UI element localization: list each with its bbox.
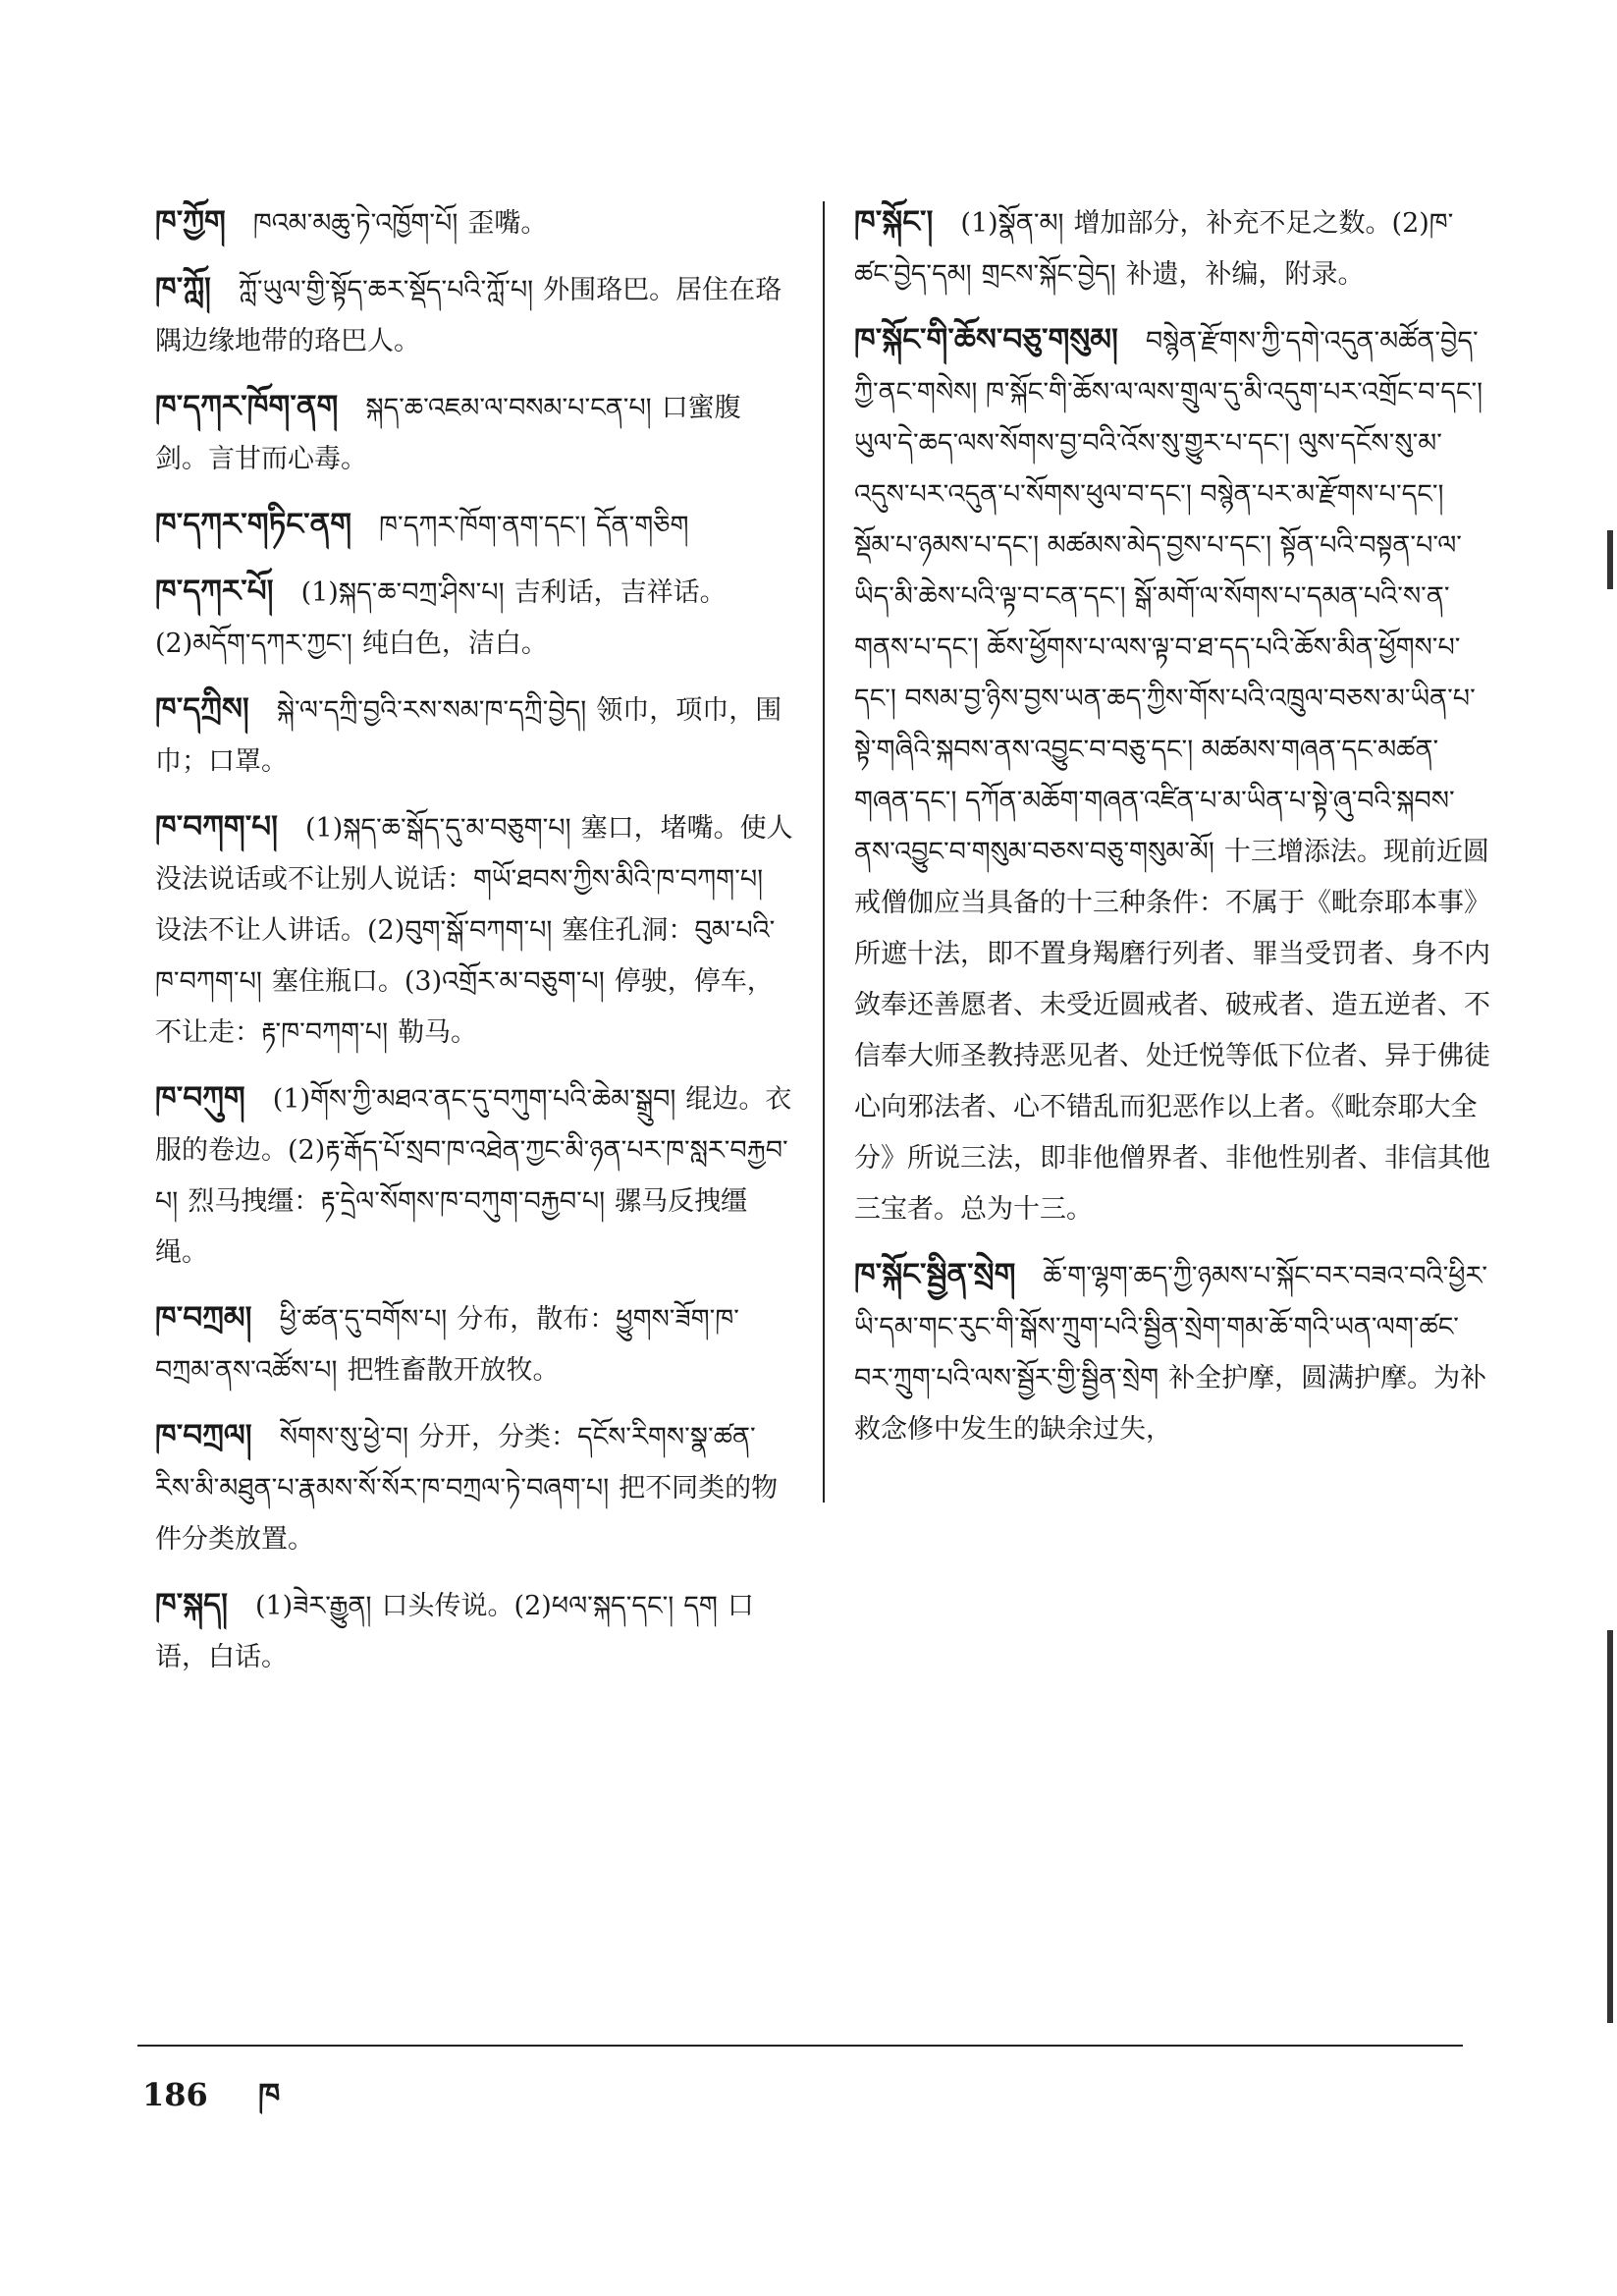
dictionary-entry: ཁ་བཀུག (1)གོས་ཀྱི་མཐའ་ནང་དུ་བཀུག་པའི་ཆེམ་སྒྲུབ། 绲边。衣服的卷边。(2)རྟ་རྒོད་པོ་སྲབ་ཁ་འཐེན་ཀྱང་མི་ཉན་པར་ཁ་སླར་བརྐྱབ་པ། 烈马拽缰：རྟ་དྲེལ་སོགས་ཁ་བཀུག་བརྐྱབ་པ། 骡马反拽缰绳。 [155,1080,792,1268]
headword: ཁ་ཀྱོག [155,204,226,240]
dictionary-entry: ཁ་སྐོང་གི་ཆོས་བཅུ་གསུམ། བསྙེན་རྫོགས་ཀྱི་དགེ་འདུན་མཚོན་བྱེད་ཀྱི་ནང་གསེས། ཁ་སྐོང་གི་ཆོས་ལ་ལས་གྲུལ་དུ་མི་འདུག་པར་འགྲོང་བ་དང་། ཡུལ་དེ་ཆད་ལས་སོགས་བྱ་བའི་འོས་སུ་གྱུར་པ་དང་། ལུས་དངོས་སུ་མ་འདུས་པར་འདུན་པ་སོགས་ཕུལ་བ་དང་། བསྙེན་པར་མ་རྫོགས་པ་དང་། སྡོམ་པ་ཉམས་པ་དང་། མཚམས་མེད་བྱས་པ་དང་། སྟོན་པའི་བསྟན་པ་ལ་ཡིད་མི་ཆེས་པའི་ལྟ་བ་ངན་དང་། སྒོ་མགོ་ལ་སོགས་པ་དམན་པའི་ས་ན་གནས་པ་དང་། ཆོས་ཕྱོགས་པ་ལས་ལྟ་བ་ཐ་དད་པའི་ཆོས་མིན་ཕྱོགས་པ་དང་། བསམ་བྱ་ཉིས་བྱས་ཡན་ཆད་ཀྱིས་གོས་པའི་འཁྲུལ་བཅས་མ་ཡིན་པ་སྟེ་གཞིའི་སྐབས་ནས་འབྱུང་བ་བཅུ་དང་། མཚམས་གཞན་དང་མཚན་གཞན་དང་། དཀོན་མཆོག་གཞན་འཛིན་པ་མ་ཡིན་པ་སྟེ་ཞུ་བའི་སྐབས་ནས་འབྱུང་བ་གསུམ་བཅས་བཅུ་གསུམ་མོ། 十三增添法。现前近圆戒僧伽应当具备的十三种条件：不属于《毗奈耶本事》所遮十法，即不置身羯磨行列者、罪当受罚者、身不内敛奉还善愿者、未受近圆戒者、破戒者、造五逆者、不信奉大师圣教持恶见者、处迁悦等低下位者、异于佛徒心向邪法者、心不错乱而犯恶作以上者。《毗奈耶大全分》所说三法，即非他僧界者、非他性别者、非信其他三宝者。总为十三。 [854,322,1490,1225]
section-letter: ཁ [257,2076,281,2113]
dictionary-entry: ཁ་སྐོང་སྦྱིན་སྲེག ཆོ་ག་ལྷག་ཆད་ཀྱི་ཉམས་པ་སྐོང་བར་བཟའ་བའི་ཕྱིར་ཡི་དམ་གང་རུང་གི་སྒོས་ཀྲུག་པའི་སྦྱིན་སྲེག་གམ་ཆོ་གའི་ཡན་ལག་ཚང་བར་ཀྲུག་པའི་ལས་སྦྱོར་གྱི་སྦྱིན་སྲེག 补全护摩，圆满护摩。为补救念修中发生的缺余过失， [854,1257,1488,1445]
dictionary-entry: ཁ་ཀྱོག ཁའམ་མཆུ་ཏེ་འཁྱོག་པོ། 歪嘴。 [155,204,548,240]
dictionary-entry: ཁ་བཀག་པ། (1)སྐད་ཆ་སྒོད་དུ་མ་བཅུག་པ། 塞口，堵嘴。使人没法说话或不让别人说话：གཡོ་ཐབས་ཀྱིས་མིའི་ཁ་བཀག་པ།设法不让人讲话。(2)བུག་སྒོ་བཀག་པ། 塞住孔洞：བུམ་པའི་ཁ་བཀག་པ། 塞住瓶口。(3)འགྲོར་མ་བཅུག་པ། 停驶，停车，不让走：རྟ་ཁ་བཀག་པ། 勒马。 [155,809,793,1048]
scan-edge-mark [1607,530,1613,589]
headword: ཁ་ཀློ། [155,271,211,306]
dictionary-entry: ཁ་དཀར་གཏིང་ནག ཁ་དཀར་ཁོག་ནག་དང་། དོན་གཅིག [155,507,689,542]
dictionary-entry: ཁ་བཀྲམ། ཕྱི་ཚན་དུ་བགོས་པ། 分布，散布：ཕྱུགས་ཟོག་ཁ་བཀྲམ་ནས་འཚོས་པ། 把牲畜散开放牧。 [155,1300,739,1386]
headword: ཁ་བཀྲམ། [155,1300,252,1336]
headword: ཁ་སྐད། [155,1587,228,1622]
dictionary-entry: ཁ་སྐད། (1)ཟེར་རྒྱུན། 口头传说。(2)ཕལ་སྐད་དང་། དག 口语，白话。 [155,1587,754,1672]
headword: ཁ་དཀར་གཏིང་ནག [155,507,352,542]
headword: ཁ་བཀྲལ། [155,1418,252,1453]
headword: ཁ་བཀག་པ། [155,809,278,845]
headword: ཁ་སྐོང་གི་ཆོས་བཅུ་གསུམ། [854,322,1118,357]
headword: ཁ་སྐོང་སྦྱིན་སྲེག [854,1257,1016,1292]
page-footer [142,2060,319,2149]
dictionary-entry: ཁ་ཀློ། ཀློ་ཡུལ་གྱི་སྟོད་ཆར་སྡོད་པའི་ཀློ་པ། 外围珞巴。居住在珞隅边缘地带的珞巴人。 [155,271,782,356]
dictionary-entry: ཁ་བཀྲལ། སོགས་སུ་ཕྱེ་བ། 分开，分类：དངོས་རིགས་སྣ་ཚན་རིས་མི་མཐུན་པ་རྣམས་སོ་སོར་ཁ་བཀྲལ་ཏེ་བཞག་པ། 把不同类的物件分类放置。 [155,1418,779,1555]
headword: ཁ་དཀར་ཁོག་ནག [155,389,339,424]
dictionary-entry: ཁ་དཀར་པོ། (1)སྐད་ཆ་བཀྲ་ཤིས་པ། 吉利话，吉祥话。(2)མདོག་དཀར་ཀྱང་། 纯白色，洁白。 [155,574,727,659]
headword: ཁ་སྐོང་། [854,204,934,240]
headword: ཁ་དཀར་པོ། [155,574,274,609]
dictionary-entry: ཁ་དཀར་ཁོག་ནག སྐད་ཆ་འཇམ་ལ་བསམ་པ་ངན་པ། 口蜜腹剑。言甘而心毒。 [155,389,741,474]
scan-edge-mark [1607,1630,1613,2023]
headword: ཁ་བཀུག [155,1080,245,1116]
right-column [854,196,1492,1469]
headword: ཁ་དཀྲིས། [155,691,249,727]
page-number: 186 [142,2076,208,2113]
footer-rule [137,2045,1463,2047]
left-column [155,196,793,1697]
dictionary-entry: ཁ་སྐོང་། (1)སྣོན་མ། 增加部分，补充不足之数。(2)ཁ་ཚང་བྱེད་དམ། གྲངས་སྐོང་བྱེད། 补遗，补编，附录。 [854,204,1454,290]
column-divider [823,201,825,1503]
dictionary-entry: ཁ་དཀྲིས། སྐེ་ལ་དཀྲི་བྱའི་རས་སམ་ཁ་དཀྲི་བྱེད། 领巾，项巾，围巾；口罩。 [155,691,782,777]
